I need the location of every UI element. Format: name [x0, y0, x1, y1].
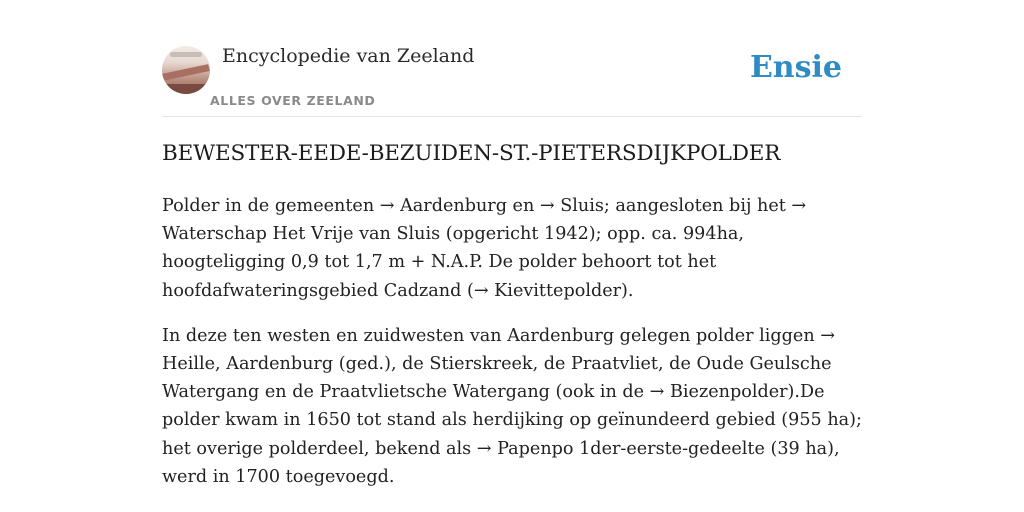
- page: [162, 0, 862, 512]
- site-subtitle: ALLES OVER ZEELAND: [210, 93, 376, 108]
- entry-paragraph: Polder in de gemeenten → Aardenburg en → Sluis; aangesloten bij het → Waterschap Het Vrije van Sluis (opgericht 1942); opp. ca. 994ha, hoogteligging 0,9 tot 1,7 m + N.A.P. De polder behoort tot het hoofdafwateringsgebied Cadzand (→ Kievittepolder).: [162, 196, 807, 301]
- avatar-detail: [162, 64, 210, 81]
- site-header: [162, 0, 862, 117]
- site-avatar[interactable]: [162, 46, 210, 94]
- entry-title: BEWESTER-EEDE-BEZUIDEN-ST.-PIETERSDIJKPOLDER: [162, 141, 781, 166]
- avatar-detail: [162, 84, 210, 94]
- entry-paragraph: In deze ten westen en zuidwesten van Aardenburg gelegen polder liggen → Heille, Aardenburg (ged.), de Stierskreek, de Praatvliet, de Oude Geulsche Watergang en de Praatvlietsche Watergang (ook in de → Biezenpolder).De polder kwam in 1650 tot stand als herdijking op geïnundeerd gebied (955 ha); het overige polderdeel, bekend als → Papenpo 1der-eerste-gedeelte (39 ha), werd in 1700 toegevoegd.: [162, 325, 862, 487]
- brand-logo[interactable]: Ensie: [749, 50, 842, 85]
- site-title[interactable]: Encyclopedie van Zeeland: [222, 45, 475, 67]
- avatar-detail: [170, 52, 202, 57]
- entry-content: [162, 192, 862, 508]
